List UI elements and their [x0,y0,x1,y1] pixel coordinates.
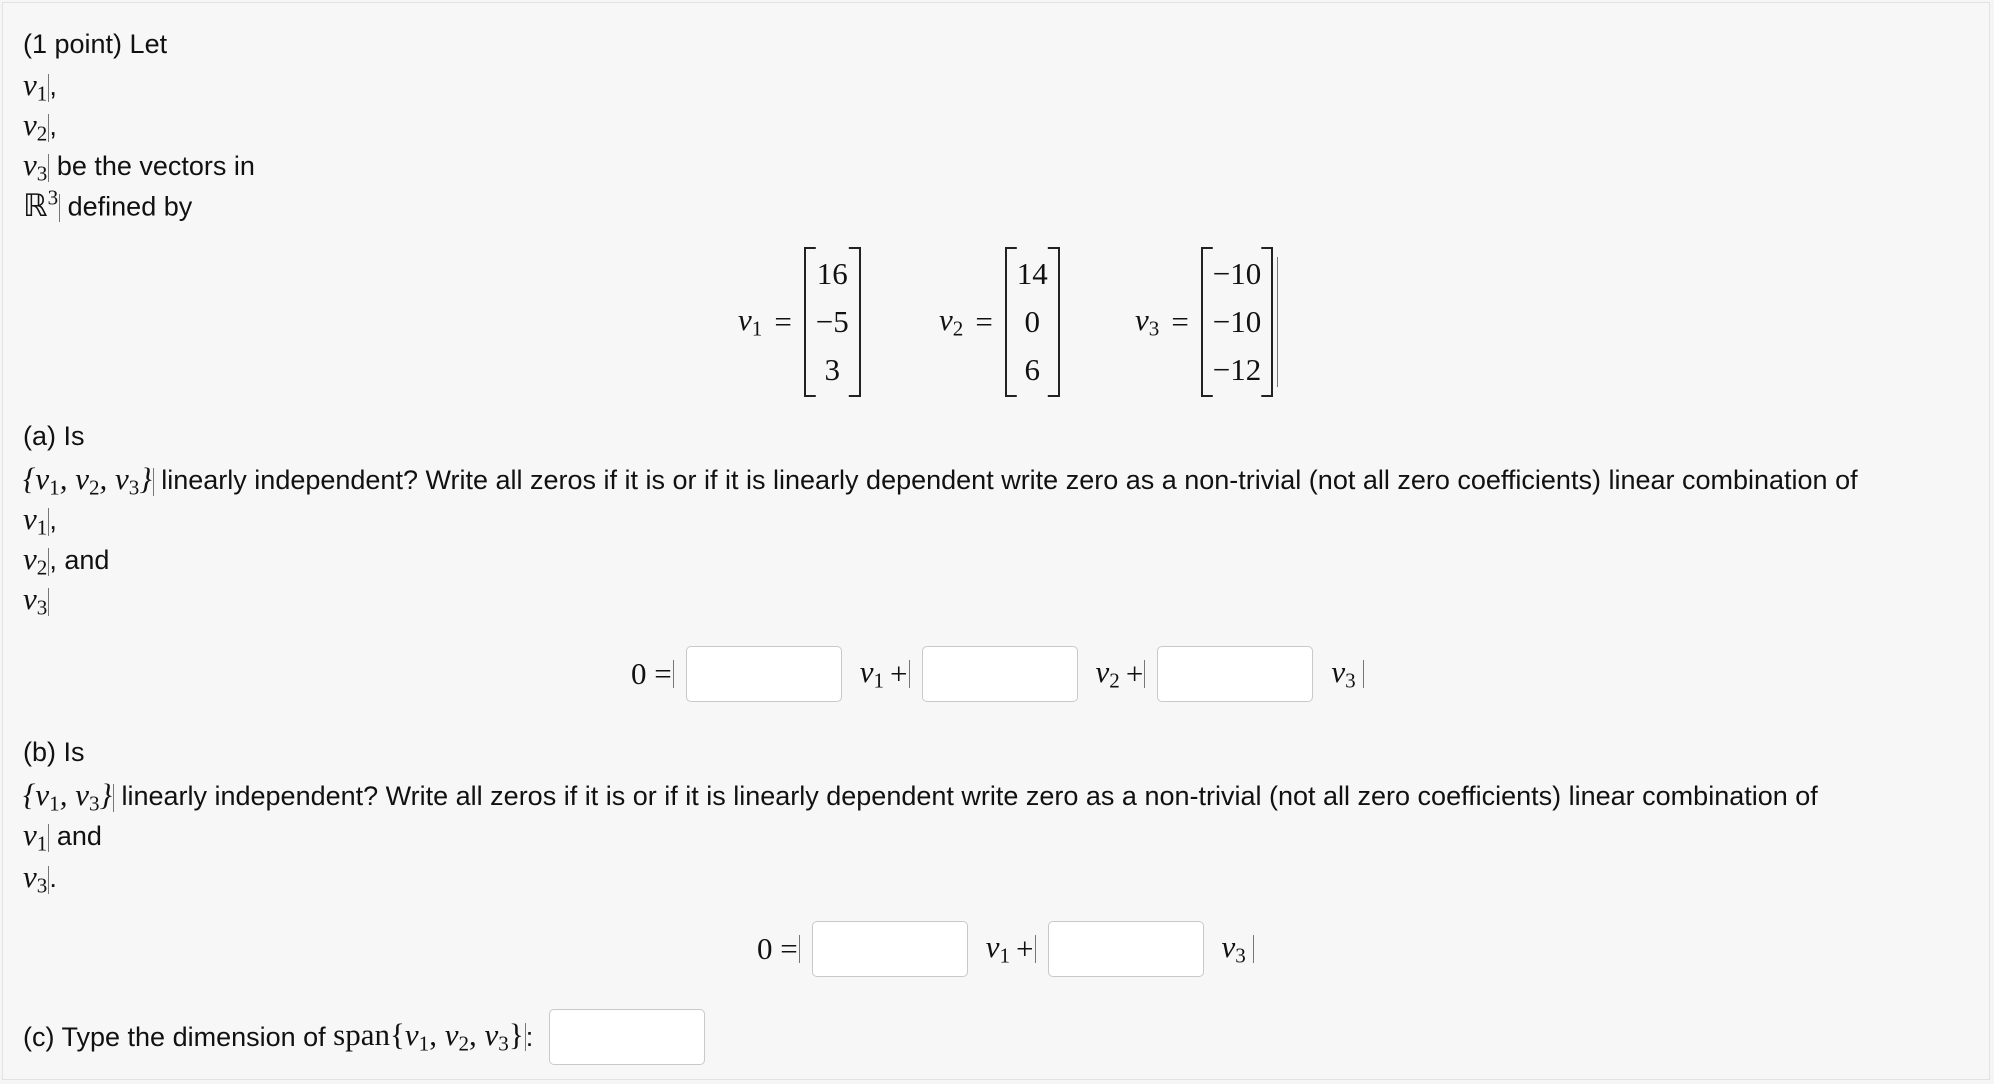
intro-v1: $v_1$, [23,67,57,106]
vector-v2: $v_2$ = 14 0 6 [939,247,1060,397]
intro-line [23,29,167,60]
vector-v3-matrix: −10 −10 −12 [1201,247,1273,397]
part-b-label: (b) Is [23,737,85,767]
problem-panel [2,2,1990,1080]
part-b-question: {$v_1$, $v_3$} linearly independent? Write all zeros if it is or if it is linearly dependent write zero as a non-trivial (not all zero coefficients) linear combination of [23,777,1818,816]
vector-v1-matrix: 16 −5 3 [804,247,861,397]
part-a-v1: $v_1$, [23,501,57,540]
part-c-label: (c) Type the dimension of [23,1021,326,1052]
part-a-v2: $v_2$, and [23,541,110,580]
part-c-dimension-input[interactable] [549,1009,705,1065]
v1-symbol: $v_1$ [23,67,48,106]
vector-v2-matrix: 14 0 6 [1005,247,1060,397]
part-a-v3: $v_3$ [23,581,48,620]
part-b-equation: 0 = $v_1$ + $v_3$ [757,921,1254,977]
intro-text: (1 point) Let [23,29,168,59]
part-a-coef-v2-input[interactable] [922,646,1078,702]
intro-v3: $v_3$ be the vectors in [23,147,255,186]
part-b-coef-v3-input[interactable] [1048,921,1204,977]
v3-symbol: $v_3$ [23,147,48,186]
part-a-coef-v1-input[interactable] [686,646,842,702]
part-c: (c) Type the dimension of $span\{v_1$, $v_2$, $v_3$} : [23,1009,717,1065]
intro-space: ℝ$^3$ defined by [23,185,193,223]
vector-v1: $v_1$ = 16 −5 3 [738,247,861,397]
set-v1-v2-v3: {$v_1$, $v_2$, $v_3$} [23,461,152,500]
part-a-coef-v3-input[interactable] [1157,646,1313,702]
part-a-equation: 0 = $v_1$ + $v_2$ + $v_3$ [631,646,1364,702]
vector-v3: $v_3$ = −10 −10 −12 [1135,247,1278,397]
span-expression: $span\{v_1$, $v_2$, $v_3$} [333,1017,524,1056]
real-space-symbol: ℝ$^3$ [23,185,59,223]
part-b-v3: $v_3$. [23,859,57,898]
part-b-coef-v1-input[interactable] [812,921,968,977]
intro-v2: $v_2$, [23,107,57,146]
set-v1-v3: {$v_1$, $v_3$} [23,777,112,816]
part-a-label: (a) Is [23,421,85,451]
part-b-v1: $v_1$ and [23,817,102,856]
v2-symbol: $v_2$ [23,107,48,146]
part-a-question: {$v_1$, $v_2$, $v_3$} linearly independent? Write all zeros if it is or if it is linearly dependent write zero as a non-trivial (not all zero coefficients) linear combination of [23,461,1858,500]
